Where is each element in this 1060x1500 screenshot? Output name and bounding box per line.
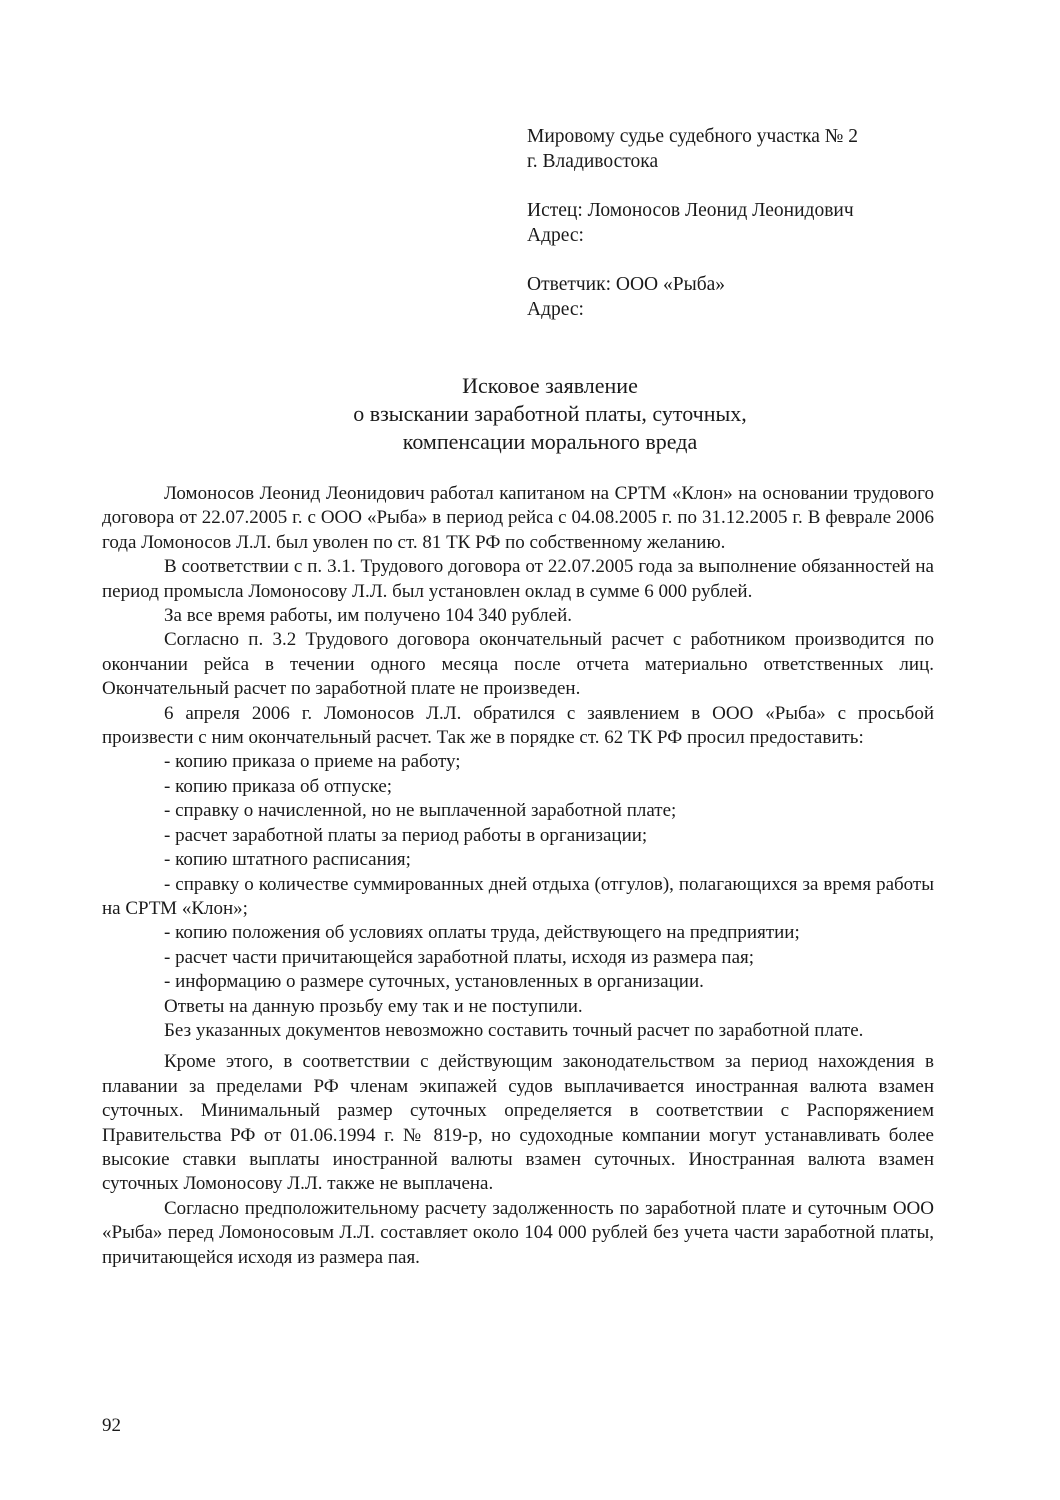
plaintiff-group — [527, 198, 967, 248]
list-item: - копию штатного расписания; — [164, 849, 411, 871]
court-group — [527, 124, 967, 174]
list-item: - справку о количестве суммированных дней отдыха (отгулов), полагающихся за время работы на СРТМ «Клон»; — [102, 873, 934, 919]
paragraph-currency: Кроме этого, в соответствии с действующим законодательством за период нахождения в плавании за пределами РФ членам экипажей судов выплачивается иностранная валюта взамен суточных. Минимальный размер суточных определяется в соответствии с Распоряжением Правительства РФ от 01.06.1994 г. № 819-р, но судоходные компании могут устанавливать более высокие ставки выплаты иностранной валюты взамен суточных. Иностранная валюта взамен суточных Ломоносову Л.Л. также не выплачена. — [102, 1051, 934, 1195]
paragraph-request: 6 апреля 2006 г. Ломоносов Л.Л. обратился с заявлением в ООО «Рыба» с просьбой произвести с ним окончательный расчет. Так же в порядке ст. 62 ТК РФ просил предоставить: — [102, 702, 934, 749]
plaintiff-name: Истец: Ломоносов Леонид Леонидович — [527, 200, 854, 221]
defendant-group — [527, 272, 967, 322]
defendant-address: Адрес: — [527, 299, 584, 320]
paragraph-amount-received: За все время работы, им получено 104 340 рублей. — [164, 605, 573, 627]
list-item: - расчет заработной платы за период работы в организации; — [164, 824, 648, 846]
paragraph-salary-clause: В соответствии с п. 3.1. Трудового договора от 22.07.2005 года за выполнение обязанностей на период промысла Ломоносову Л.Л. был установлен оклад в сумме 6 000 рублей. — [102, 556, 934, 602]
list-item: - информацию о размере суточных, установленных в организации. — [164, 971, 704, 993]
list-item: - справку о начисленной, но не выплаченной заработной плате; — [164, 800, 677, 822]
list-item: - расчет части причитающейся заработной платы, исходя из размера пая; — [164, 946, 755, 968]
title-line-3: компенсации морального вреда — [402, 429, 698, 454]
paragraph-final-settlement: Согласно п. 3.2 Трудового договора окончательный расчет с работником производится по окончании рейса в течении одного месяца после отчета материально ответственных лиц. Окончательный расчет по заработной плате не произведен. — [102, 629, 934, 700]
list-item: - копию приказа о приеме на работу; — [164, 751, 461, 773]
court-line-1: Мировому судье судебного участка № 2 — [527, 126, 859, 147]
plaintiff-address: Адрес: — [527, 225, 584, 246]
list-item: - копию приказа об отпуске; — [164, 775, 393, 797]
paragraph-estimated-debt: Согласно предположительному расчету задолженность по заработной плате и суточным ООО «Рыба» перед Ломоносовым Л.Л. составляет около 104 000 рублей без учета части заработной платы, причитающейся исходя из размера пая. — [102, 1197, 934, 1268]
paragraph-no-answer: Ответы на данную прозьбу ему так и не поступили. — [164, 995, 583, 1017]
title-line-1: Исковое заявление — [462, 373, 638, 398]
document-title — [102, 372, 998, 456]
claim-body — [102, 482, 934, 1270]
list-item: - копию положения об условиях оплаты труда, действующего на предприятии; — [164, 922, 800, 944]
title-line-2: о взыскании заработной платы, суточных, — [353, 401, 747, 426]
defendant-name: Ответчик: ООО «Рыба» — [527, 274, 726, 295]
paragraph-no-documents: Без указанных документов невозможно составить точный расчет по заработной плате. — [164, 1019, 864, 1041]
addressee-block — [527, 124, 967, 346]
court-line-2: г. Владивостока — [527, 151, 659, 172]
page-number: 92 — [102, 1415, 121, 1436]
paragraph-employment: Ломоносов Леонид Леонидович работал капитаном на СРТМ «Клон» на основании трудового договора от 22.07.2005 г. с ООО «Рыба» в период рейса с 04.08.2005 г. по 31.12.2005 г. В феврале 2006 года Ломоносов Л.Л. был уволен по ст. 81 ТК РФ по собственному желанию. — [102, 483, 934, 553]
